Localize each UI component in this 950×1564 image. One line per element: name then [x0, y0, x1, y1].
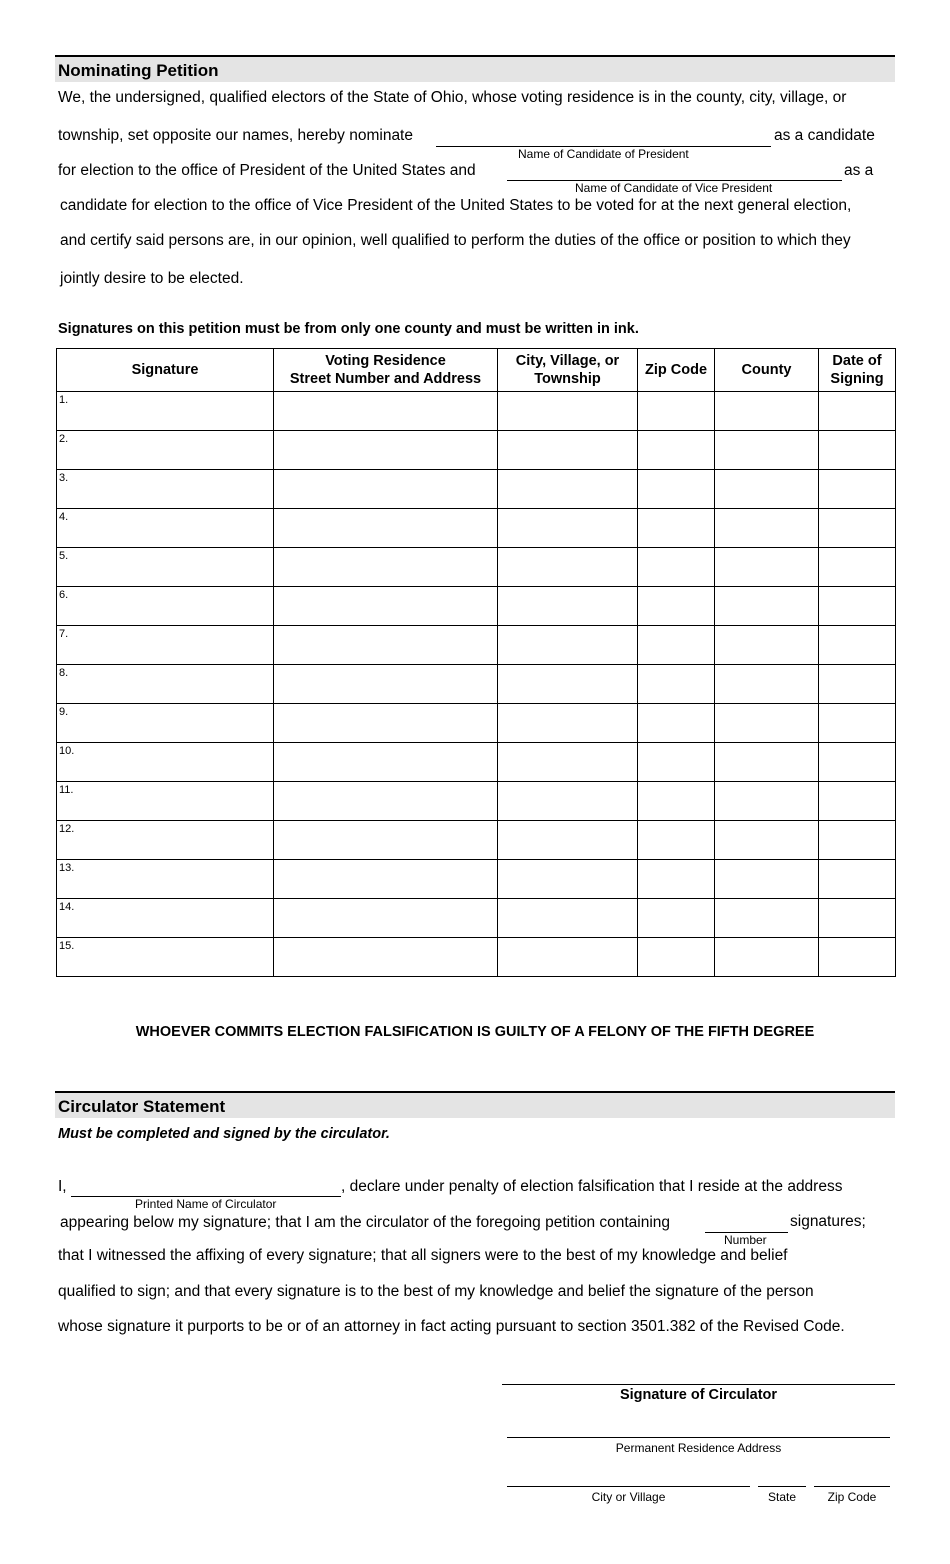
row-number: 4.	[59, 511, 69, 523]
city-cell[interactable]	[498, 821, 638, 860]
signature-cell[interactable]	[57, 665, 274, 704]
county-cell[interactable]	[715, 392, 819, 431]
address-cell[interactable]	[274, 548, 498, 587]
header-signature: Signature	[57, 349, 274, 392]
circulator-line-1-end: , declare under penalty of election falsification that I reside at the address	[341, 1178, 843, 1195]
table-row	[57, 431, 896, 470]
petition-line-6: jointly desire to be elected.	[60, 270, 244, 287]
signature-cell[interactable]	[57, 704, 274, 743]
address-cell[interactable]	[274, 860, 498, 899]
county-cell[interactable]	[715, 860, 819, 899]
table-header-row	[57, 349, 896, 392]
circulator-line-3: that I witnessed the affixing of every signature; that all signers were to the best of my knowledge and belief	[58, 1247, 788, 1264]
signature-cell[interactable]	[57, 899, 274, 938]
city-cell[interactable]	[498, 509, 638, 548]
city-cell[interactable]	[498, 431, 638, 470]
city-cell[interactable]	[498, 665, 638, 704]
date-cell[interactable]	[819, 509, 896, 548]
date-cell[interactable]	[819, 665, 896, 704]
table-row	[57, 665, 896, 704]
header-date-of-signing: Date of Signing	[819, 349, 896, 392]
zip-cell[interactable]	[638, 587, 715, 626]
table-row	[57, 938, 896, 977]
city-cell[interactable]	[498, 704, 638, 743]
zip-label: Zip Code	[827, 1490, 877, 1504]
row-number: 3.	[59, 472, 69, 484]
circulator-line-1-start: I,	[58, 1178, 67, 1195]
date-cell[interactable]	[819, 587, 896, 626]
petition-line-5: and certify said persons are, in our opinion, well qualified to perform the duties of the office or position to which they	[60, 232, 851, 249]
header-voting-residence: Voting Residence Street Number and Address	[274, 349, 498, 392]
petition-line-3-end: as a	[844, 162, 874, 179]
address-cell[interactable]	[274, 899, 498, 938]
address-cell[interactable]	[274, 626, 498, 665]
circulator-statement-header	[55, 1091, 895, 1118]
signature-cell[interactable]	[57, 938, 274, 977]
address-cell[interactable]	[274, 587, 498, 626]
county-cell[interactable]	[715, 938, 819, 977]
zip-cell[interactable]	[638, 392, 715, 431]
city-cell[interactable]	[498, 938, 638, 977]
signature-cell[interactable]	[57, 626, 274, 665]
row-number: 12.	[59, 823, 75, 835]
signature-cell[interactable]	[57, 509, 274, 548]
address-cell[interactable]	[274, 821, 498, 860]
table-row	[57, 704, 896, 743]
petition-line-3: for election to the office of President of the United States and	[58, 162, 476, 179]
address-cell[interactable]	[274, 704, 498, 743]
zip-cell[interactable]	[638, 821, 715, 860]
row-number: 13.	[59, 862, 75, 874]
circulator-line-5: whose signature it purports to be or of an attorney in fact acting pursuant to section 3501.382 of the Revised Code.	[58, 1318, 845, 1335]
zip-cell[interactable]	[638, 509, 715, 548]
table-row	[57, 509, 896, 548]
address-cell[interactable]	[274, 665, 498, 704]
petition-line-2-end: as a candidate	[774, 127, 875, 144]
city-cell[interactable]	[498, 392, 638, 431]
county-cell[interactable]	[715, 821, 819, 860]
signature-cell[interactable]	[57, 782, 274, 821]
zip-cell[interactable]	[638, 743, 715, 782]
nominating-petition-title: Nominating Petition	[58, 61, 219, 80]
circulator-line-2-end: signatures;	[790, 1213, 866, 1230]
signature-cell[interactable]	[57, 548, 274, 587]
date-cell[interactable]	[819, 431, 896, 470]
address-cell[interactable]	[274, 743, 498, 782]
signature-cell[interactable]	[57, 821, 274, 860]
table-row	[57, 782, 896, 821]
city-village-label: City or Village	[591, 1490, 666, 1504]
state-field[interactable]	[758, 1486, 806, 1487]
address-cell[interactable]	[274, 938, 498, 977]
city-village-field[interactable]	[507, 1486, 750, 1487]
row-number: 7.	[59, 628, 69, 640]
county-cell[interactable]	[715, 548, 819, 587]
address-cell[interactable]	[274, 782, 498, 821]
table-row	[57, 743, 896, 782]
county-cell[interactable]	[715, 743, 819, 782]
address-cell[interactable]	[274, 509, 498, 548]
date-cell[interactable]	[819, 626, 896, 665]
zip-cell[interactable]	[638, 665, 715, 704]
permanent-address-label: Permanent Residence Address	[615, 1441, 782, 1455]
date-cell[interactable]	[819, 470, 896, 509]
table-row	[57, 587, 896, 626]
felony-warning: WHOEVER COMMITS ELECTION FALSIFICATION IS GUILTY OF A FELONY OF THE FIFTH DEGREE	[135, 1024, 815, 1040]
county-cell[interactable]	[715, 587, 819, 626]
table-row	[57, 548, 896, 587]
row-number: 5.	[59, 550, 69, 562]
zip-cell[interactable]	[638, 704, 715, 743]
date-cell[interactable]	[819, 782, 896, 821]
state-label: State	[767, 1490, 797, 1504]
row-number: 9.	[59, 706, 69, 718]
header-zip-code: Zip Code	[638, 349, 715, 392]
signature-cell[interactable]	[57, 587, 274, 626]
county-cell[interactable]	[715, 470, 819, 509]
date-cell[interactable]	[819, 938, 896, 977]
table-row	[57, 821, 896, 860]
date-cell[interactable]	[819, 704, 896, 743]
zip-cell[interactable]	[638, 860, 715, 899]
county-cell[interactable]	[715, 509, 819, 548]
number-caption: Number	[724, 1233, 767, 1247]
city-cell[interactable]	[498, 743, 638, 782]
city-cell[interactable]	[498, 782, 638, 821]
county-cell[interactable]	[715, 626, 819, 665]
zip-cell[interactable]	[638, 431, 715, 470]
row-number: 11.	[59, 784, 74, 796]
circulator-subtitle: Must be completed and signed by the circulator.	[58, 1126, 390, 1142]
signature-cell[interactable]	[57, 470, 274, 509]
zip-cell[interactable]	[638, 470, 715, 509]
permanent-address-field[interactable]	[507, 1437, 890, 1438]
date-cell[interactable]	[819, 743, 896, 782]
zip-cell[interactable]	[638, 899, 715, 938]
row-number: 6.	[59, 589, 69, 601]
date-cell[interactable]	[819, 821, 896, 860]
city-cell[interactable]	[498, 860, 638, 899]
circulator-line-4: qualified to sign; and that every signature is to the best of my knowledge and belief the signature of the person	[58, 1283, 814, 1300]
signature-cell[interactable]	[57, 431, 274, 470]
table-row	[57, 470, 896, 509]
address-cell[interactable]	[274, 470, 498, 509]
address-cell[interactable]	[274, 431, 498, 470]
row-number: 2.	[59, 433, 69, 445]
signature-of-circulator-label: Signature of Circulator	[619, 1387, 778, 1403]
table-row	[57, 392, 896, 431]
city-cell[interactable]	[498, 470, 638, 509]
city-cell[interactable]	[498, 899, 638, 938]
signature-table	[56, 348, 896, 977]
circulator-statement-title: Circulator Statement	[58, 1097, 226, 1116]
county-cell[interactable]	[715, 782, 819, 821]
header-city-village-township: City, Village, or Township	[498, 349, 638, 392]
vice-president-name-caption: Name of Candidate of Vice President	[575, 181, 773, 195]
row-number: 8.	[59, 667, 69, 679]
zip-cell[interactable]	[638, 938, 715, 977]
date-cell[interactable]	[819, 899, 896, 938]
table-row	[57, 899, 896, 938]
city-cell[interactable]	[498, 587, 638, 626]
county-cell[interactable]	[715, 899, 819, 938]
date-cell[interactable]	[819, 392, 896, 431]
row-number: 15.	[59, 940, 75, 952]
county-cell[interactable]	[715, 665, 819, 704]
date-cell[interactable]	[819, 860, 896, 899]
nominating-petition-header	[55, 55, 895, 82]
row-number: 1.	[59, 394, 69, 406]
ink-notice: Signatures on this petition must be from only one county and must be written in ink.	[58, 321, 639, 337]
signature-cell[interactable]	[57, 743, 274, 782]
petition-line-2: township, set opposite our names, hereby nominate	[58, 127, 413, 144]
president-name-caption: Name of Candidate of President	[518, 147, 689, 161]
date-cell[interactable]	[819, 548, 896, 587]
city-cell[interactable]	[498, 548, 638, 587]
circulator-line-2: appearing below my signature; that I am the circulator of the foregoing petition containing	[60, 1214, 671, 1231]
circulator-signature-field[interactable]	[502, 1384, 895, 1385]
table-row	[57, 626, 896, 665]
signature-cell[interactable]	[57, 860, 274, 899]
table-row	[57, 860, 896, 899]
signature-cell[interactable]	[57, 392, 274, 431]
address-cell[interactable]	[274, 392, 498, 431]
zip-cell[interactable]	[638, 626, 715, 665]
city-cell[interactable]	[498, 626, 638, 665]
zip-field[interactable]	[814, 1486, 890, 1487]
county-cell[interactable]	[715, 431, 819, 470]
zip-cell[interactable]	[638, 548, 715, 587]
header-county: County	[715, 349, 819, 392]
zip-cell[interactable]	[638, 782, 715, 821]
row-number: 10.	[59, 745, 75, 757]
circulator-name-caption: Printed Name of Circulator	[135, 1197, 277, 1211]
row-number: 14.	[59, 901, 75, 913]
petition-line-1: We, the undersigned, qualified electors of the State of Ohio, whose voting residence is in the county, city, village, or	[58, 89, 847, 106]
petition-line-4: candidate for election to the office of Vice President of the United States to be voted for at the next general election,	[60, 197, 852, 214]
county-cell[interactable]	[715, 704, 819, 743]
